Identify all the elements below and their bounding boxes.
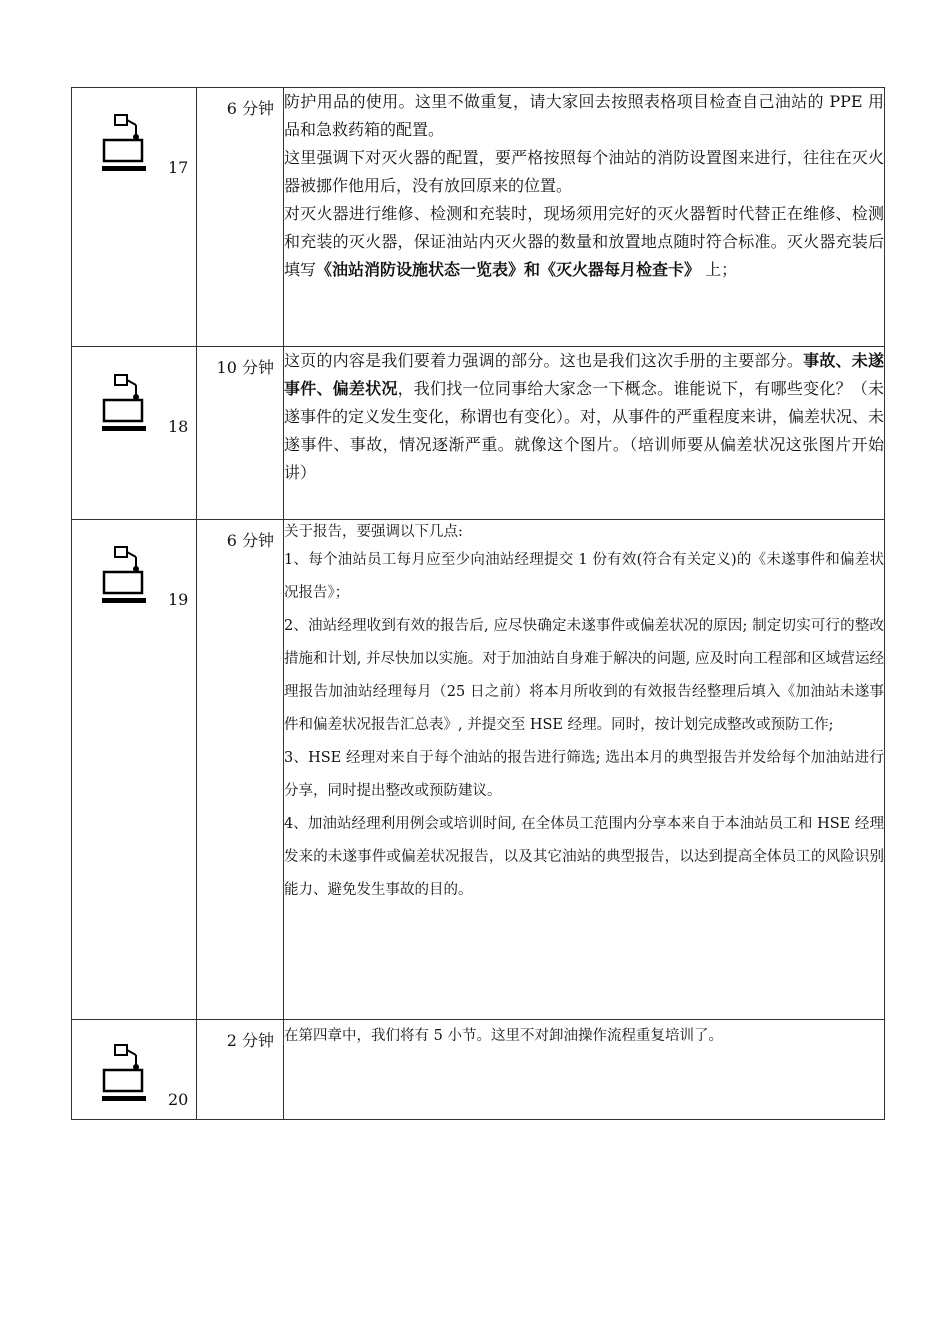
text-run: 在第四章中，我们将有 5 小节。这里不对卸油操作流程重复培训了。: [284, 1028, 723, 1044]
text-run: 上；: [700, 260, 738, 279]
training-plan-table: [71, 87, 885, 1120]
paragraph: [284, 544, 884, 610]
slide-number: 17: [168, 158, 189, 177]
slide-cell: [72, 88, 197, 347]
paragraph: [284, 610, 884, 742]
slide-number: 19: [168, 590, 189, 609]
duration-cell: [197, 347, 284, 520]
duration-cell: [197, 88, 284, 347]
duration: 2 分钟: [226, 1031, 274, 1050]
table-row: [72, 88, 885, 347]
paragraph: [284, 88, 884, 144]
text-run: 防护用品的使用。这里不做重复，请大家回去按照表格项目检查自己油站的 PPE 用品和急救药箱的配置。: [284, 92, 884, 139]
text-run: ，我们找一位同事给大家念一下概念。谁能说下，有哪些变化？（未遂事件的定义发生变化，称谓也有变化）。对，从事件的严重程度来讲，偏差状况、未遂事件、事故，情况逐渐严重。就像这个图片。（培训师要从偏差状况这张图片开始讲）: [284, 379, 885, 482]
text-run: 1、每个油站员工每月应至少向油站经理提交 1 份有效(符合有关定义)的《未遂事件和偏差状况报告》；: [284, 552, 884, 601]
text-run: 这页的内容是我们要着力强调的部分。这也是我们这次手册的主要部分。: [284, 351, 804, 370]
content-cell: [284, 520, 885, 1020]
content-text: [284, 544, 884, 907]
paragraph: [284, 742, 884, 808]
content-cell: [284, 347, 885, 520]
duration-cell: [197, 1020, 284, 1120]
projector-icon: [102, 544, 148, 604]
text-run: 对灭火器进行维修、检测和充装时，现场须用完好的灭火器暂时代替正在维修、检测和充装的灭火器，保证油站内灭火器的数量和放置地点随时符合标准。灭火器充装后填写: [284, 204, 884, 279]
table-row: [72, 347, 885, 520]
duration: 6 分钟: [226, 99, 274, 118]
slide-number: 18: [168, 417, 189, 436]
paragraph: [284, 200, 884, 284]
text-run: 4、加油站经理利用例会或培训时间, 在全体员工范围内分享本来自于本油站员工和 HSE 经理发来的未遂事件或偏差状况报告，以及其它油站的典型报告，以达到提高全体员工的风险识别能力、避免发生事故的目的。: [284, 816, 884, 898]
slide-cell: [72, 520, 197, 1020]
content-text: [284, 88, 884, 284]
content-text: [284, 347, 884, 487]
emphasis-text: 《油站消防设施状态一览表》和《灭火器每月检查卡》: [316, 260, 701, 279]
duration: 10 分钟: [216, 358, 274, 377]
content-cell: [284, 1020, 885, 1120]
slide-cell: [72, 347, 197, 520]
content-intro: 关于报告，要强调以下几点:: [284, 524, 463, 540]
projector-icon: [102, 1042, 148, 1102]
text-run: 这里强调下对灭火器的配置，要严格按照每个油站的消防设置图来进行，往往在灭火器被挪作他用后，没有放回原来的位置。: [284, 148, 884, 195]
table-row: [72, 1020, 885, 1120]
text-run: 2、油站经理收到有效的报告后, 应尽快确定未遂事件或偏差状况的原因; 制定切实可行的整改措施和计划, 并尽快加以实施。对于加油站自身难于解决的问题, 应及时向工程部和区域营运经理报告加油站经理每月（25 日之前）将本月所收到的有效报告经整理后填入《加油站未遂事件和偏差状况报告汇总表》, 并提交至 HSE 经理。同时，按计划完成整改或预防工作;: [284, 618, 884, 733]
paragraph: [284, 808, 884, 907]
slide-cell: [72, 1020, 197, 1120]
content-cell: [284, 88, 885, 347]
paragraph: [284, 144, 884, 200]
duration: 6 分钟: [226, 531, 274, 550]
paragraph: [284, 1020, 884, 1053]
table-row: [72, 520, 885, 1020]
slide-number: 20: [168, 1090, 189, 1109]
duration-cell: [197, 520, 284, 1020]
content-text: [284, 1020, 884, 1053]
projector-icon: [102, 112, 148, 172]
paragraph: [284, 347, 884, 487]
emphasis-text: 事故、未遂事件、偏差状况: [284, 351, 884, 398]
projector-icon: [102, 372, 148, 432]
text-run: 3、HSE 经理对来自于每个油站的报告进行筛选; 选出本月的典型报告并发给每个加油站进行分享，同时提出整改或预防建议。: [284, 750, 884, 799]
